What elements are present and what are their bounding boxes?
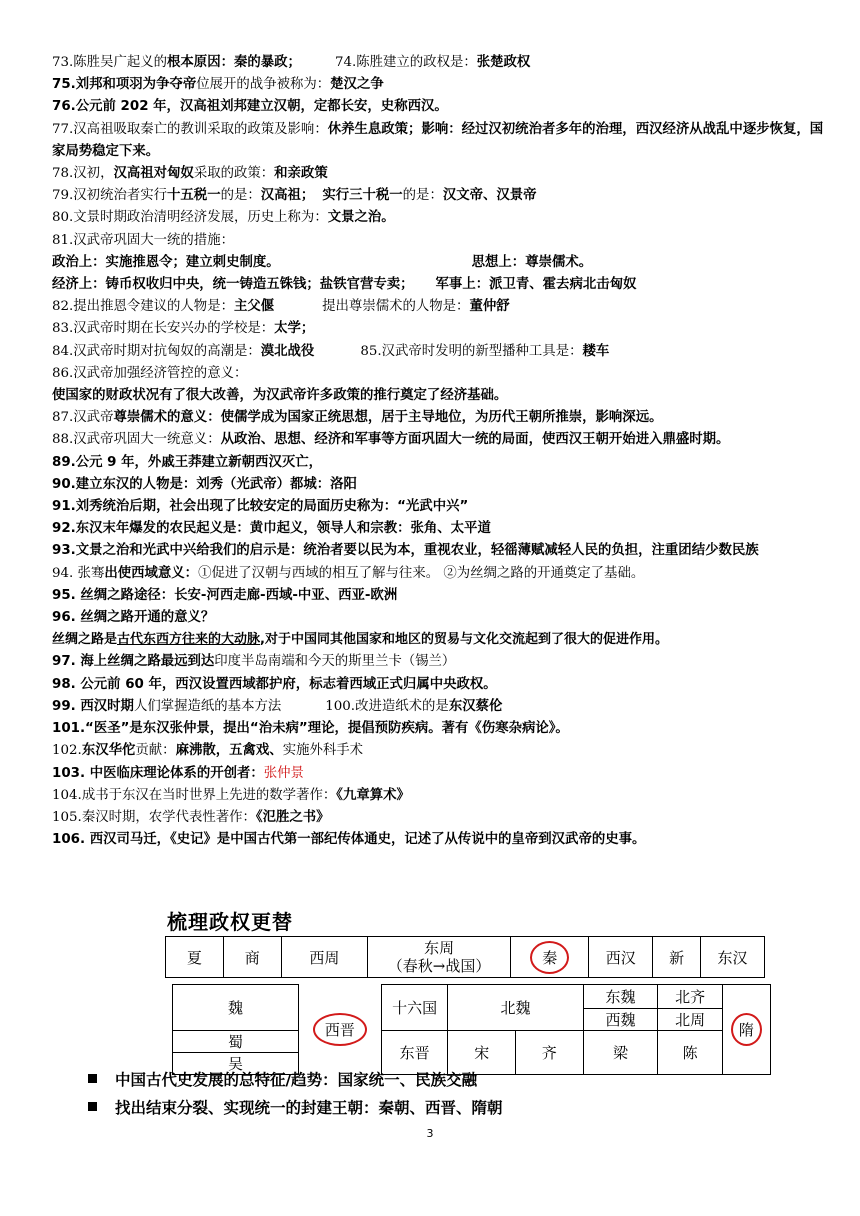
- page-number: 3: [426, 1127, 434, 1140]
- item-98: 98. 公元前 60 年，西汉设置西域都护府，标志着西域正式归属中央政权。: [52, 676, 497, 692]
- cell-xijin: [298, 985, 381, 1075]
- item-76: 76.公元前 202 年，汉高祖刘邦建立汉朝，定都长安，史称西汉。: [52, 99, 448, 115]
- cell-wei: 魏: [173, 985, 299, 1031]
- dynasty-row-1: [165, 936, 765, 978]
- item-81: 81.汉武帝巩固大一统的措施：: [52, 232, 234, 248]
- highlight-circle: 秦: [530, 941, 569, 974]
- cell-xihan: 西汉: [589, 937, 653, 978]
- item-86: 86.汉武帝加强经济管控的意义：: [52, 365, 248, 381]
- dynasty-row-2: [172, 984, 771, 1075]
- bullet-trend: 中国古代史发展的总特征/趋势：国家统一、民族交融: [88, 1066, 503, 1094]
- item-91: 91.刘秀统治后期，社会出现了比较安定的局面历史称为：“光武中兴”: [52, 499, 469, 515]
- item-105: 105.秦汉时期，农学代表性著作：《氾胜之书》: [52, 809, 330, 825]
- item-83: 83.汉武帝时期在长安兴办的学校是：太学；: [52, 321, 315, 337]
- item-77: 77.汉高祖吸取秦亡的教训采取的政策及影响：休养生息政策；影响：经过汉初统治者多年的治理，西汉经济从战乱中逐步恢复，国家局势稳定下来。: [52, 121, 824, 159]
- cell-sui: [722, 985, 770, 1075]
- item-81-economy: 经济上：铸币权收归中央，统一铸造五铢钱；盐铁官营专卖； 军事上：派卫青、霍去病北击匈奴: [52, 277, 637, 293]
- cell-beiqi: 北齐: [658, 985, 723, 1009]
- cell-dongjin: 东晋: [381, 1031, 448, 1075]
- cell-beiwei: 北魏: [448, 985, 583, 1031]
- item-96-answer: 丝绸之路是古代东西方往来的大动脉,对于中国同其他国家和地区的贸易与文化交流起到了很大的促进作用。: [52, 632, 668, 648]
- item-104: 104.成书于东汉在当时世界上先进的数学著作：《九章算术》: [52, 787, 410, 803]
- item-94: 94. 张骞出使西域意义：①促进了汉朝与西域的相互了解与往来。 ②为丝绸之路的开通奠定了基础。: [52, 565, 645, 581]
- cell-donghan: 东汉: [700, 937, 764, 978]
- dynasty-chart: [165, 908, 770, 1075]
- item-80: 80.文景时期政治清明经济发展，历史上称为：文景之治。: [52, 210, 395, 226]
- item-92: 92.东汉末年爆发的农民起义是：黄巾起义，领导人和宗教：张角、太平道: [52, 521, 491, 537]
- item-79: 79.汉初统治者实行十五税一的是：汉高祖； 实行三十税一的是：汉文帝、汉景帝: [52, 188, 537, 204]
- cell-liang: 梁: [583, 1031, 658, 1075]
- highlight-circle: 隋: [731, 1013, 762, 1046]
- square-bullet-icon: [88, 1074, 97, 1083]
- summary-bullets: [88, 1066, 503, 1122]
- cell-shang: 商: [223, 937, 281, 978]
- item-81-politics: 政治上：实施推恩令；建立刺史制度。 思想上：尊崇儒术。: [52, 254, 593, 270]
- square-bullet-icon: [88, 1102, 97, 1111]
- notes-body: [52, 52, 832, 851]
- cell-wu: 吴: [173, 1053, 299, 1075]
- highlight-circle: 西晋: [313, 1013, 367, 1046]
- dynasty-chart-title: 梳理政权更替: [167, 910, 293, 934]
- cell-dongzhou: 东周 （春秋→战国）: [368, 937, 511, 978]
- item-78: 78.汉初，汉高祖对匈奴采取的政策：和亲政策: [52, 166, 328, 182]
- cell-qi: 齐: [516, 1031, 584, 1075]
- item-95: 95. 丝绸之路途径：长安-河西走廊-西域-中亚、西亚-欧洲: [52, 587, 398, 603]
- cell-song: 宋: [448, 1031, 516, 1075]
- cell-shu: 蜀: [173, 1031, 299, 1053]
- item-90: 90.建立东汉的人物是：刘秀（光武帝）都城：洛阳: [52, 476, 357, 492]
- cell-xiwei: 西魏: [583, 1009, 658, 1031]
- item-96: 96. 丝绸之路开通的意义？: [52, 610, 215, 626]
- item-99-100: 99. 西汉时期人们掌握造纸的基本方法 100.改进造纸术的是东汉蔡伦: [52, 698, 503, 714]
- item-73-74: 73.陈胜吴广起义的根本原因：秦的暴政； 74.陈胜建立的政权是：张楚政权: [52, 55, 531, 70]
- cell-xia: 夏: [166, 937, 224, 978]
- item-97: 97. 海上丝绸之路最远到达印度半岛南端和今天的斯里兰卡（锡兰）: [52, 654, 456, 670]
- cell-beizhou: 北周: [658, 1009, 723, 1031]
- item-106: 106. 西汉司马迁，《史记》是中国古代第一部纪传体通史，记述了从传说中的皇帝到汉武帝的史事。: [52, 832, 646, 848]
- item-101: 101.“医圣”是东汉张仲景，提出“治未病”理论，提倡预防疾病。著有《伤寒杂病论》。: [52, 721, 569, 737]
- item-75: 75.刘邦和项羽为争夺帝位展开的战争被称为：楚汉之争: [52, 77, 384, 93]
- cell-dongwei: 东魏: [583, 985, 658, 1009]
- item-103: 103. 中医临床理论体系的开创者：张仲景: [52, 765, 304, 781]
- cell-chen: 陈: [658, 1031, 723, 1075]
- item-86-answer: 使国家的财政状况有了很大改善，为汉武帝许多政策的推行奠定了经济基础。: [52, 388, 508, 404]
- cell-xizhou: 西周: [281, 937, 367, 978]
- cell-qin: [511, 937, 589, 978]
- cell-shiliuguo: 十六国: [381, 985, 448, 1031]
- item-89: 89.公元 9 年，外戚王莽建立新朝西汉灭亡，: [52, 454, 323, 470]
- item-93: 93.文景之治和光武中兴给我们的启示是：统治者要以民为本，重视农业，轻徭薄赋减轻人民的负担，注重团结少数民族: [52, 543, 759, 559]
- item-88: 88.汉武帝巩固大一统意义：从政治、思想、经济和军事等方面巩固大一统的局面，使西汉王朝开始进入鼎盛时期。: [52, 432, 730, 448]
- bullet-unification: 找出结束分裂、实现统一的封建王朝：秦朝、西晋、隋朝: [88, 1094, 503, 1122]
- item-87: 87.汉武帝尊崇儒术的意义：使儒学成为国家正统思想，居于主导地位，为历代王朝所推崇，影响深远。: [52, 410, 663, 426]
- item-102: 102.东汉华佗贡献：麻沸散，五禽戏、实施外科手术: [52, 743, 364, 759]
- item-84-85: 84.汉武帝时期对抗匈奴的高潮是：漠北战役 85.汉武帝时发明的新型播种工具是：耧车: [52, 343, 610, 359]
- cell-xin: 新: [653, 937, 701, 978]
- item-82: 82.提出推恩令建议的人物是：主父偃 提出尊崇儒术的人物是：董仲舒: [52, 299, 510, 315]
